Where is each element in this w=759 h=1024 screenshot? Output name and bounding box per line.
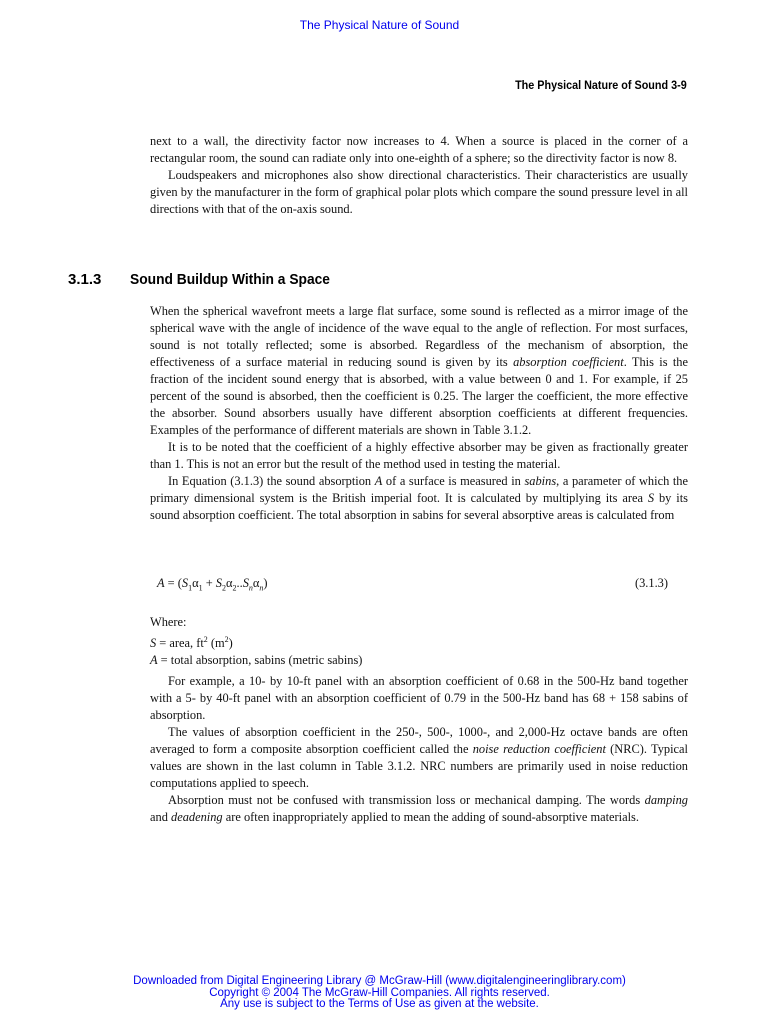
intro-text	[150, 133, 688, 218]
body-paragraph-1: When the spherical wavefront meets a large flat surface, some sound is reflected as a mirror image of the spherical wave with the angle of incidence of the wave equal to the angle of reflection. For most surfaces, sound is not totally reflected; some is absorbed. Regardless of the mechanism of absorption, the effectiveness of a surface material in reducing sound is given by its absorption coefficient. This is the fraction of the incident sound energy that is absorbed, with a value between 0 and 1. For example, if 25 percent of the sound is absorbed, then the coefficient is 0.25. The larger the coefficient, the more effective the absorber. Sound absorbers usually have different absorption coefficients at different frequencies. Examples of the performance of different materials are shown in Table 3.1.2.	[150, 304, 688, 437]
footer	[0, 976, 759, 1011]
section-body-2	[150, 673, 688, 826]
body-paragraph-3: In Equation (3.1.3) the sound absorption A of a surface is measured in sabins, a parameter of which the primary dimensional system is the British imperial foot. It is calculated by multiplying its area S by its sound absorption coefficient. The total absorption in sabins for several absorptive areas is calculated from	[150, 474, 689, 522]
footer-copyright[interactable]: Copyright © 2004 The McGraw-Hill Companies. All rights reserved.	[209, 986, 550, 999]
running-head: The Physical Nature of Sound 3-9	[515, 78, 687, 92]
body2-paragraph-1: For example, a 10- by 10-ft panel with an absorption coefficient of 0.68 in the 500-Hz band together with a 5- by 40-ft panel with an absorption coefficient of 0.79 in the 500-Hz band has 68 + 158 sabins of absorption.	[150, 674, 688, 722]
where-area: S = area, $ft^2$ $(m^2)$	[150, 635, 233, 651]
section-title: Sound Buildup Within a Space	[130, 271, 330, 288]
intro-paragraph-1: next to a wall, the directivity factor now increases to 4. When a source is placed in the corner of a rectangular room, the sound can radiate only into one-eighth of a sphere; so the directivity factor is now 8.	[150, 134, 688, 165]
section-body	[150, 303, 688, 524]
where-label: Where:	[150, 615, 187, 629]
body2-paragraph-3: Absorption must not be confused with transmission loss or mechanical damping. The words damping and deadening are often inappropriately applied to mean the adding of sound-absorptive materials.	[150, 793, 688, 824]
where-block	[150, 614, 362, 669]
footer-terms[interactable]: Any use is subject to the Terms of Use as given at the website.	[220, 998, 539, 1010]
intro-paragraph-2: Loudspeakers and microphones also show directional characteristics. Their characteristics are usually given by the manufacturer in the form of graphical polar plots which compare the sound pressure level in all directions with that of the on-axis sound.	[150, 168, 688, 216]
equation-number: (3.1.3)	[634, 576, 668, 590]
top-link[interactable]: The Physical Nature of Sound	[299, 18, 460, 32]
section-number: 3.1.3	[68, 271, 102, 288]
footer-download-link[interactable]: Downloaded from Digital Engineering Library @ McGraw-Hill (www.digitalengineeringlibrary.com)	[133, 975, 626, 987]
equation-3-1-3: $A = (S_1\alpha_1 + S_2\alpha_2..S_n\alpha_n)$	[157, 576, 268, 593]
where-absorption: A = total absorption, sabins (metric sabins)	[150, 653, 363, 668]
body-paragraph-2: It is to be noted that the coefficient of a highly effective absorber may be given as fractionally greater than 1. This is not an error but the result of the method used in testing the material.	[150, 440, 688, 471]
body2-paragraph-2: The values of absorption coefficient in the 250-, 500-, 1000-, and 2,000-Hz octave bands are often averaged to form a composite absorption coefficient called the noise reduction coefficient (NRC). Typical values are shown in the last column in Table 3.1.2. NRC numbers are primarily used in noise reduction computations applied to speech.	[150, 725, 688, 790]
